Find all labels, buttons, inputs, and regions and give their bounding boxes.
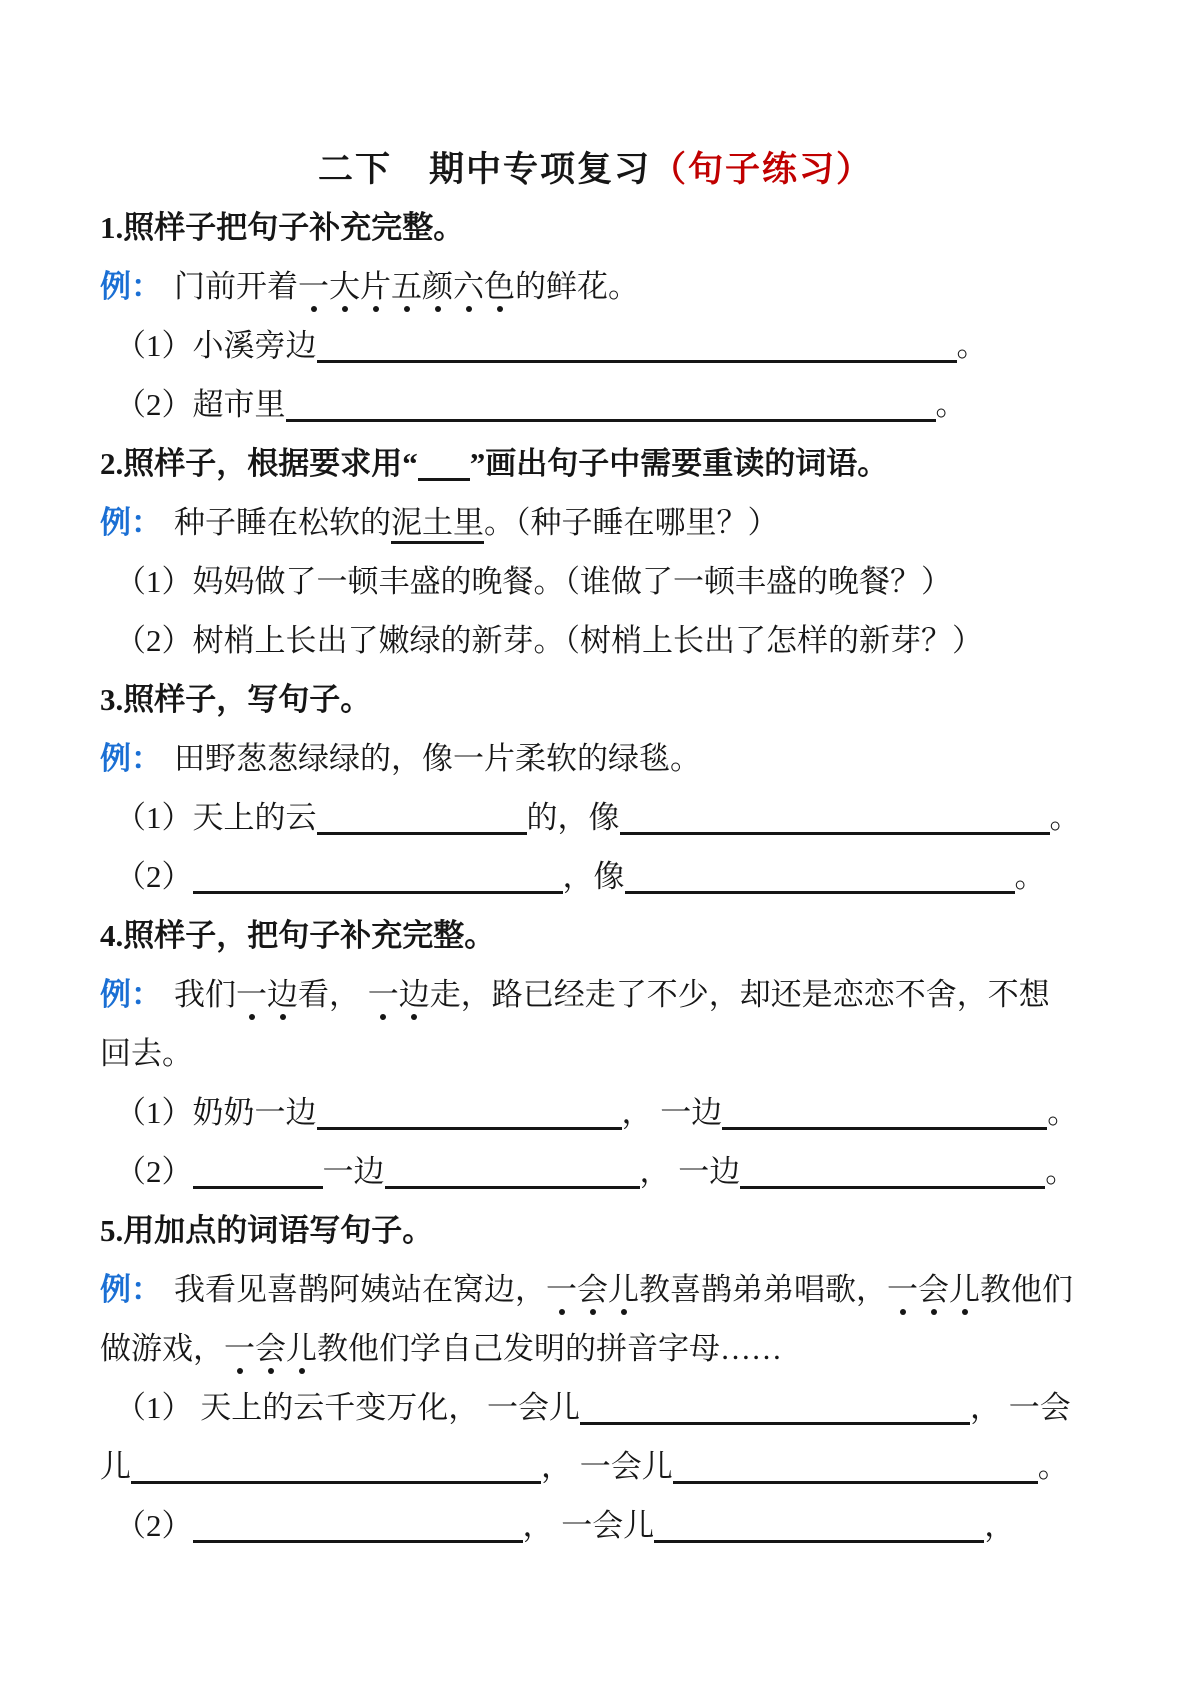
- emphasized-words: [368, 977, 430, 1012]
- emphasis-dotted-char: 会: [255, 1328, 286, 1369]
- section-1-example: [100, 266, 1091, 307]
- answer-blank: [625, 889, 1015, 894]
- text-run: ”画出句子中需要重读的词语。: [469, 446, 889, 481]
- emphasis-dotted-char: 一: [224, 1328, 255, 1369]
- text-run: 儿: [100, 1449, 131, 1484]
- text-run: （2）: [115, 1508, 193, 1543]
- text-run: 做游戏，: [100, 1331, 224, 1366]
- section-5-item-1-line-1: [100, 1387, 1091, 1428]
- section-4-example-line-2: [100, 1033, 1091, 1074]
- text-run: 教喜鹊弟弟唱歌，: [639, 1272, 887, 1307]
- text-run: （2）: [115, 859, 193, 894]
- answer-blank: [317, 1125, 622, 1130]
- example-label: 例：: [100, 977, 162, 1012]
- title-highlight: （句子练习）: [651, 150, 874, 189]
- emphasis-dotted-char: 大: [329, 266, 360, 307]
- section-1-item-1: [100, 325, 1091, 366]
- section-3-item-2: [100, 856, 1091, 897]
- text-run: 。: [956, 328, 988, 363]
- text-run: （1）妈妈做了一顿丰盛的晚餐。（谁做了一顿丰盛的晚餐？）: [115, 564, 952, 599]
- example-label: 例：: [100, 269, 162, 304]
- answer-blank: [385, 1184, 640, 1189]
- section-4-item-2: [100, 1151, 1091, 1192]
- answer-blank: [620, 830, 1050, 835]
- section-5-example-line-2: [100, 1328, 1091, 1369]
- emphasized-words: [236, 977, 298, 1012]
- emphasized-words: [298, 269, 515, 304]
- section-1-item-2: [100, 384, 1091, 425]
- text-run: 教他们: [980, 1272, 1073, 1307]
- answer-blank: [740, 1184, 1045, 1189]
- section-3-item-1: [100, 797, 1091, 838]
- example-label: 例：: [100, 741, 162, 776]
- section-2-item-1: [100, 561, 1091, 602]
- text-run: 。: [935, 387, 967, 422]
- emphasis-dotted-char: 边: [399, 974, 430, 1015]
- text-run: 1.照样子把句子补充完整。: [100, 210, 465, 245]
- text-run: （1） 天上的云千变万化， 一会儿: [115, 1390, 580, 1425]
- emphasized-words: [887, 1272, 980, 1307]
- section-4-example-line-1: [100, 974, 1091, 1015]
- text-run: （2）: [115, 1154, 193, 1189]
- emphasis-dotted-char: 一: [887, 1269, 918, 1310]
- answer-blank: [673, 1479, 1038, 1484]
- text-run: （2）树梢上长出了嫩绿的新芽。（树梢上长出了怎样的新芽？）: [115, 623, 983, 658]
- text-run: 回去。: [100, 1036, 193, 1071]
- answer-blank: [654, 1538, 984, 1543]
- text-run: 走，路已经走了不少，却还是恋恋不舍，不想: [429, 977, 1050, 1012]
- emphasis-dotted-char: 一: [298, 266, 329, 307]
- text-run: 我看见喜鹊阿姨站在窝边，: [174, 1272, 546, 1307]
- emphasis-dotted-char: 儿: [286, 1328, 317, 1369]
- text-run: ，像: [562, 859, 625, 894]
- section-3-heading: [100, 679, 1091, 720]
- text-run: ， 一边: [621, 1095, 723, 1130]
- section-1-heading: [100, 207, 1091, 248]
- emphasis-dotted-char: 儿: [949, 1269, 980, 1310]
- section-5-example-line-1: [100, 1269, 1091, 1310]
- section-5-item-2: [100, 1505, 1091, 1546]
- answer-blank: [418, 476, 470, 481]
- emphasis-dotted-char: 会: [918, 1269, 949, 1310]
- answer-blank: [317, 358, 957, 363]
- answer-blank: [580, 1420, 970, 1425]
- emphasis-dotted-char: 片: [360, 266, 391, 307]
- text-run: （1）天上的云: [115, 800, 317, 835]
- text-run: 3.照样子，写句子。: [100, 682, 372, 717]
- text-run: ， 一会儿: [522, 1508, 655, 1543]
- emphasis-dotted-char: 会: [577, 1269, 608, 1310]
- section-3-example: [100, 738, 1091, 779]
- text-run: ， 一会: [970, 1390, 1071, 1425]
- text-run: 的鲜花。: [515, 269, 639, 304]
- text-run: 二下 期中专项复习: [317, 150, 651, 189]
- text-run: （1）奶奶一边: [115, 1095, 317, 1130]
- text-run: 。（种子睡在哪里？）: [484, 505, 779, 540]
- emphasis-dotted-char: 一: [368, 974, 399, 1015]
- text-run: （1）小溪旁边: [115, 328, 317, 363]
- example-label: 例：: [100, 505, 162, 540]
- text-run: 2.照样子，根据要求用“: [100, 446, 418, 481]
- text-run: 的，像: [526, 800, 620, 835]
- text-run: 一边: [322, 1154, 385, 1189]
- section-5-heading: [100, 1210, 1091, 1251]
- answer-blank: [317, 830, 527, 835]
- text-run: 教他们学自己发明的拼音字母……: [317, 1331, 782, 1366]
- emphasis-dotted-char: 一: [546, 1269, 577, 1310]
- answer-blank: [193, 1184, 323, 1189]
- answer-blank: [286, 417, 936, 422]
- section-5-item-1-line-2: [100, 1446, 1091, 1487]
- emphasized-words: [546, 1272, 639, 1307]
- answer-blank: [193, 1538, 523, 1543]
- text-run: 种子睡在松软的: [174, 505, 391, 540]
- text-run: 我们: [174, 977, 236, 1012]
- section-2-example: [100, 502, 1091, 543]
- answer-blank: [722, 1125, 1047, 1130]
- text-run: 门前开着: [174, 269, 298, 304]
- emphasized-words: [224, 1331, 317, 1366]
- text-run: （2）超市里: [115, 387, 286, 422]
- text-run: 5.用加点的词语写句子。: [100, 1213, 434, 1248]
- text-run: 。: [1037, 1449, 1069, 1484]
- emphasis-dotted-char: 颜: [422, 266, 453, 307]
- text-run: 。: [1045, 1154, 1077, 1189]
- section-4-item-1: [100, 1092, 1091, 1133]
- section-2-heading: [100, 443, 1091, 484]
- emphasis-dotted-char: 六: [453, 266, 484, 307]
- emphasis-dotted-char: 儿: [608, 1269, 639, 1310]
- answer-blank: [131, 1479, 541, 1484]
- emphasis-dotted-char: 色: [484, 266, 515, 307]
- section-4-heading: [100, 915, 1091, 956]
- text-run: 看，: [298, 977, 368, 1012]
- text-run: 4.照样子，把句子补充完整。: [100, 918, 496, 953]
- emphasis-dotted-char: 五: [391, 266, 422, 307]
- answer-blank: [193, 889, 563, 894]
- page-title: [100, 148, 1091, 192]
- emphasis-dotted-char: 边: [267, 974, 298, 1015]
- example-label: 例：: [100, 1272, 162, 1307]
- underlined-words: 泥土里: [391, 505, 484, 544]
- text-run: 。: [1049, 800, 1081, 835]
- text-run: 。: [1047, 1095, 1079, 1130]
- text-run: ，: [984, 1508, 1016, 1543]
- emphasis-dotted-char: 一: [236, 974, 267, 1015]
- text-run: 。: [1014, 859, 1046, 894]
- section-2-item-2: [100, 620, 1091, 661]
- text-run: ， 一边: [639, 1154, 741, 1189]
- text-run: ， 一会儿: [541, 1449, 673, 1484]
- text-run: 田野葱葱绿绿的，像一片柔软的绿毯。: [174, 741, 701, 776]
